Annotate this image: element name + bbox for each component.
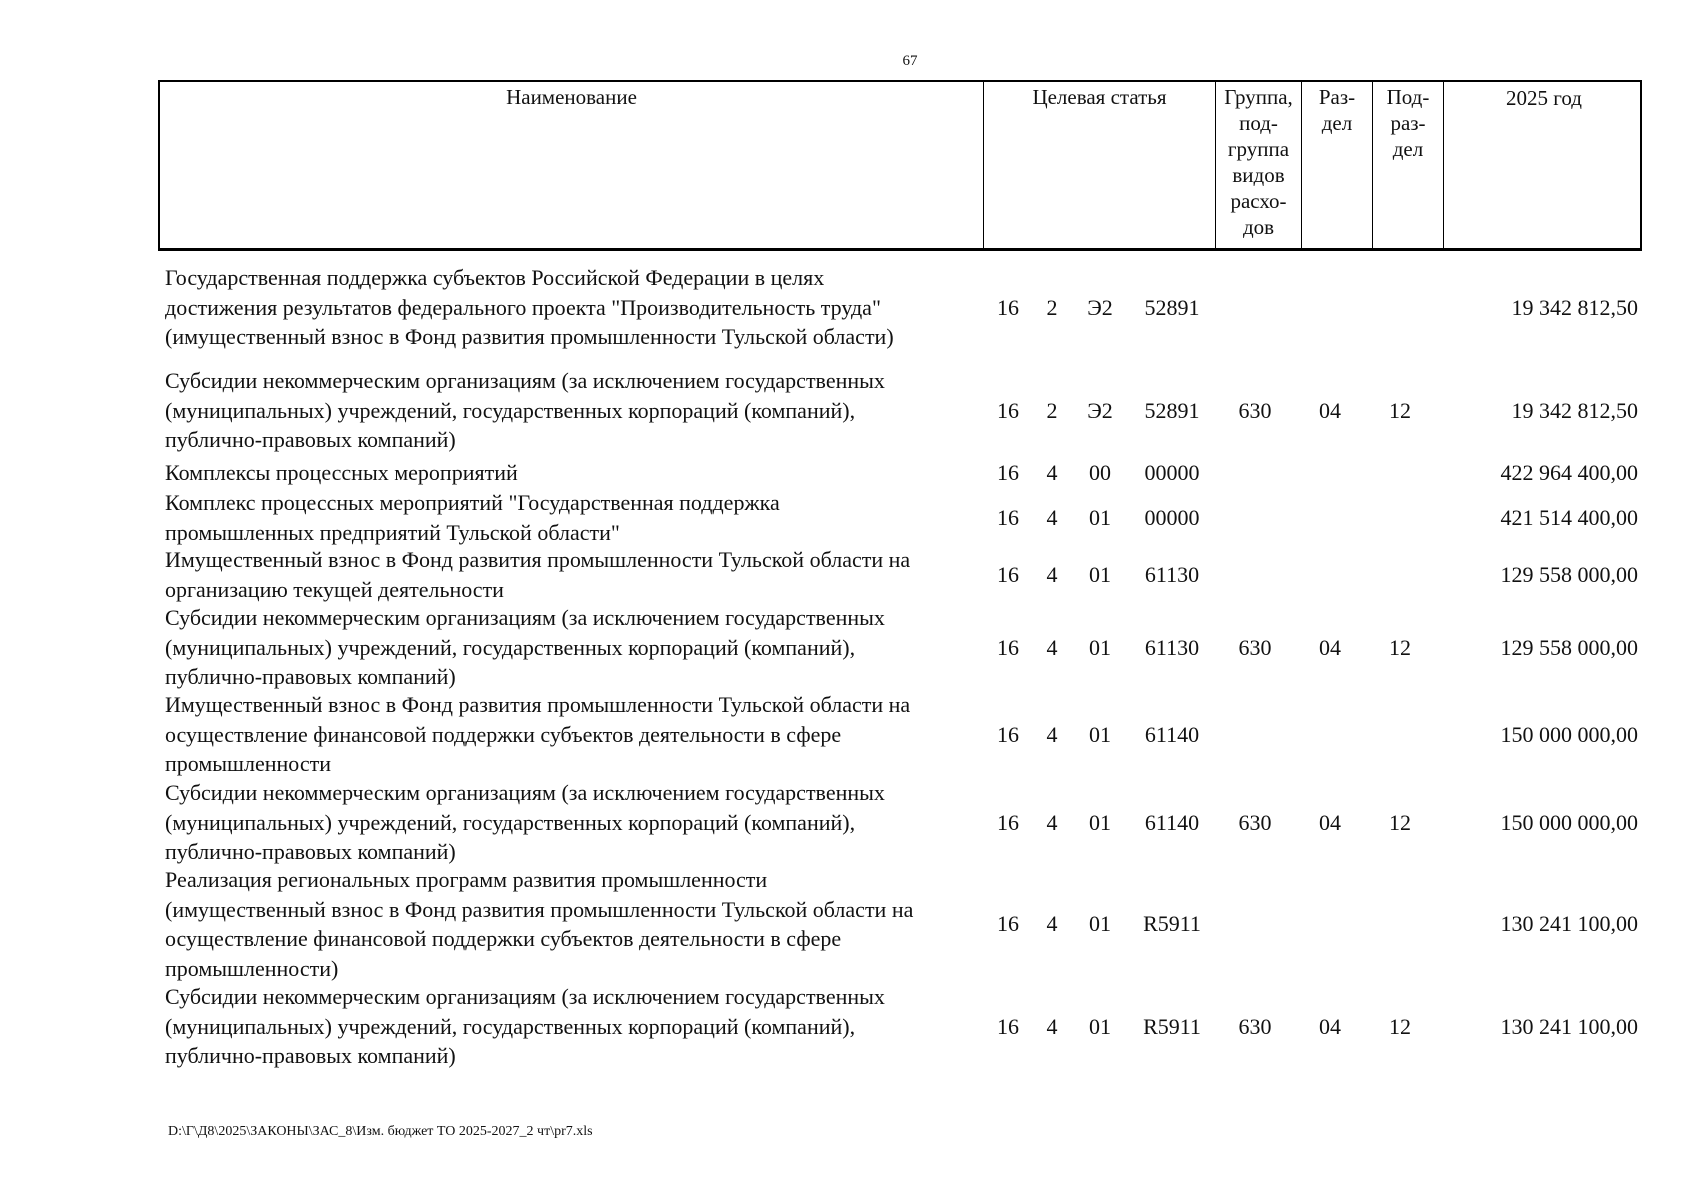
row-name-line: Государственная поддержка субъектов Российской Федерации в целях — [165, 265, 825, 290]
row-name-line: Субсидии некоммерческим организациям (за исключением государственных — [165, 984, 885, 1009]
file-path-footer: D:\Г\Д8\2025\ЗАКОНЫ\ЗАС_8\Изм. бюджет ТО 2025-2027_2 чт\pr7.xls — [168, 1124, 593, 1139]
row-name — [165, 545, 985, 604]
amount-2025: 19 342 812,50 — [1511, 294, 1638, 320]
row-name — [165, 982, 985, 1071]
header-razdel-label: Раз- дел — [1318, 85, 1356, 135]
header-year-cell — [1443, 82, 1644, 248]
header-podrazdel-cell — [1372, 82, 1443, 248]
row-name-line: Субсидии некоммерческим организациям (за исключением государственных — [165, 368, 885, 393]
row-name-line: Имущественный взнос в Фонд развития промышленности Тульской области на — [165, 547, 911, 572]
row-name-line: организацию текущей деятельности — [165, 576, 504, 602]
row-name-line: осуществление финансовой поддержки субъектов деятельности в сфере — [165, 926, 842, 951]
target-code-program: 16 — [997, 721, 1019, 747]
target-code-direction: 61130 — [1144, 634, 1200, 660]
row-name-line: публично-правовых компаний) — [165, 427, 456, 452]
target-code-project: 01 — [1089, 504, 1111, 530]
row-name-line: Субсидии некоммерческим организациям (за исключением государственных — [165, 780, 885, 805]
target-code-project: 01 — [1089, 634, 1111, 660]
row-name-line: публично-правовых компаний) — [165, 839, 456, 864]
target-code-program: 16 — [997, 397, 1019, 423]
amount-2025: 19 342 812,50 — [1511, 397, 1638, 423]
target-code-subprogram: 4 — [1046, 634, 1058, 660]
row-name — [165, 458, 985, 488]
row-name — [165, 263, 985, 352]
header-target-cell — [983, 82, 1215, 248]
row-name — [165, 488, 985, 547]
podrazdel: 12 — [1389, 397, 1411, 423]
target-code-subprogram: 4 — [1046, 504, 1058, 530]
row-name — [165, 865, 985, 983]
header-target-label: Целевая статья — [1032, 85, 1167, 109]
row-name-line: осуществление финансовой поддержки субъектов деятельности в сфере — [165, 721, 842, 747]
target-code-program: 16 — [997, 911, 1019, 937]
header-group-cell — [1215, 82, 1301, 248]
amount-2025: 129 558 000,00 — [1500, 634, 1638, 660]
target-code-direction: 61140 — [1144, 809, 1200, 835]
row-name — [165, 778, 985, 867]
row-name-line: (муниципальных) учреждений, государственных корпораций (компаний), — [165, 1013, 856, 1039]
target-code-project: 01 — [1089, 911, 1111, 937]
amount-2025: 150 000 000,00 — [1500, 721, 1638, 747]
row-name — [165, 603, 985, 692]
expense-group: 630 — [1238, 809, 1272, 835]
row-name-line: (имущественный взнос в Фонд развития промышленности Тульской области на — [165, 896, 914, 922]
target-code-program: 16 — [997, 504, 1019, 530]
target-code-project: 00 — [1089, 460, 1111, 485]
header-group-label: Группа, под- группа видов расхо- дов — [1224, 85, 1293, 239]
target-code-program: 16 — [997, 460, 1019, 485]
page-number: 67 — [902, 53, 918, 69]
razdel: 04 — [1319, 634, 1341, 660]
target-code-subprogram: 4 — [1046, 721, 1058, 747]
row-name-line: (муниципальных) учреждений, государственных корпораций (компаний), — [165, 397, 856, 423]
target-code-program: 16 — [997, 1013, 1019, 1039]
amount-2025: 150 000 000,00 — [1500, 809, 1638, 835]
target-code-direction: 00000 — [1144, 504, 1200, 530]
row-name-line: (имущественный взнос в Фонд развития промышленности Тульской области) — [165, 324, 894, 349]
amount-2025: 129 558 000,00 — [1500, 561, 1638, 587]
row-name-line: Комплексы процессных мероприятий — [165, 460, 518, 485]
target-code-direction: 61140 — [1144, 721, 1200, 747]
row-name-line: Реализация региональных программ развития промышленности — [165, 867, 768, 892]
row-name-line: Субсидии некоммерческим организациям (за исключением государственных — [165, 605, 885, 630]
row-name-line: промышленности — [165, 751, 331, 776]
target-code-program: 16 — [997, 561, 1019, 587]
expense-group: 630 — [1238, 634, 1272, 660]
target-code-subprogram: 2 — [1046, 397, 1058, 423]
amount-2025: 130 241 100,00 — [1500, 1013, 1638, 1039]
target-code-subprogram: 4 — [1046, 561, 1058, 587]
target-code-project: Э2 — [1087, 397, 1113, 423]
target-code-project: 01 — [1089, 561, 1111, 587]
row-name-line: достижения результатов федерального проекта "Производительность труда" — [165, 294, 881, 320]
target-code-project: 01 — [1089, 1013, 1111, 1039]
target-code-direction: 00000 — [1144, 460, 1200, 485]
target-code-subprogram: 4 — [1046, 911, 1058, 937]
row-name-line: публично-правовых компаний) — [165, 664, 456, 689]
target-code-subprogram: 4 — [1046, 809, 1058, 835]
target-code-subprogram: 2 — [1046, 294, 1058, 320]
row-name — [165, 366, 985, 455]
target-code-direction: 61130 — [1144, 561, 1200, 587]
target-code-direction: 52891 — [1144, 294, 1200, 320]
target-code-direction: R5911 — [1143, 911, 1201, 937]
amount-2025: 421 514 400,00 — [1500, 504, 1638, 530]
target-code-direction: R5911 — [1143, 1013, 1201, 1039]
row-name — [165, 690, 985, 779]
row-name-line: Комплекс процессных мероприятий "Государственная поддержка — [165, 490, 780, 515]
target-code-project: Э2 — [1087, 294, 1113, 320]
row-name-line: промышленности) — [165, 955, 339, 981]
header-razdel-cell — [1301, 82, 1372, 248]
amount-2025: 422 964 400,00 — [1500, 460, 1638, 485]
target-code-project: 01 — [1089, 721, 1111, 747]
table-header — [158, 80, 1642, 251]
row-name-line: промышленных предприятий Тульской области" — [165, 519, 620, 545]
expense-group: 630 — [1238, 397, 1272, 423]
amount-2025: 130 241 100,00 — [1500, 911, 1638, 937]
target-code-program: 16 — [997, 294, 1019, 320]
header-name-label: Наименование — [506, 85, 637, 109]
row-name-line: публично-правовых компаний) — [165, 1043, 456, 1068]
row-name-line: Имущественный взнос в Фонд развития промышленности Тульской области на — [165, 692, 911, 717]
row-name-line: (муниципальных) учреждений, государственных корпораций (компаний), — [165, 634, 856, 660]
header-name-cell — [160, 82, 983, 248]
target-code-program: 16 — [997, 634, 1019, 660]
target-code-project: 01 — [1089, 809, 1111, 835]
podrazdel: 12 — [1389, 1013, 1411, 1039]
expense-group: 630 — [1238, 1013, 1272, 1039]
razdel: 04 — [1319, 1013, 1341, 1039]
header-podrazdel-label: Под- раз- дел — [1386, 85, 1430, 161]
target-code-direction: 52891 — [1144, 397, 1200, 423]
podrazdel: 12 — [1389, 809, 1411, 835]
target-code-subprogram: 4 — [1046, 1013, 1058, 1039]
header-year-label: 2025 год — [1506, 86, 1582, 110]
row-name-line: (муниципальных) учреждений, государственных корпораций (компаний), — [165, 809, 856, 835]
target-code-program: 16 — [997, 809, 1019, 835]
podrazdel: 12 — [1389, 634, 1411, 660]
razdel: 04 — [1319, 397, 1341, 423]
razdel: 04 — [1319, 809, 1341, 835]
target-code-subprogram: 4 — [1046, 460, 1058, 485]
